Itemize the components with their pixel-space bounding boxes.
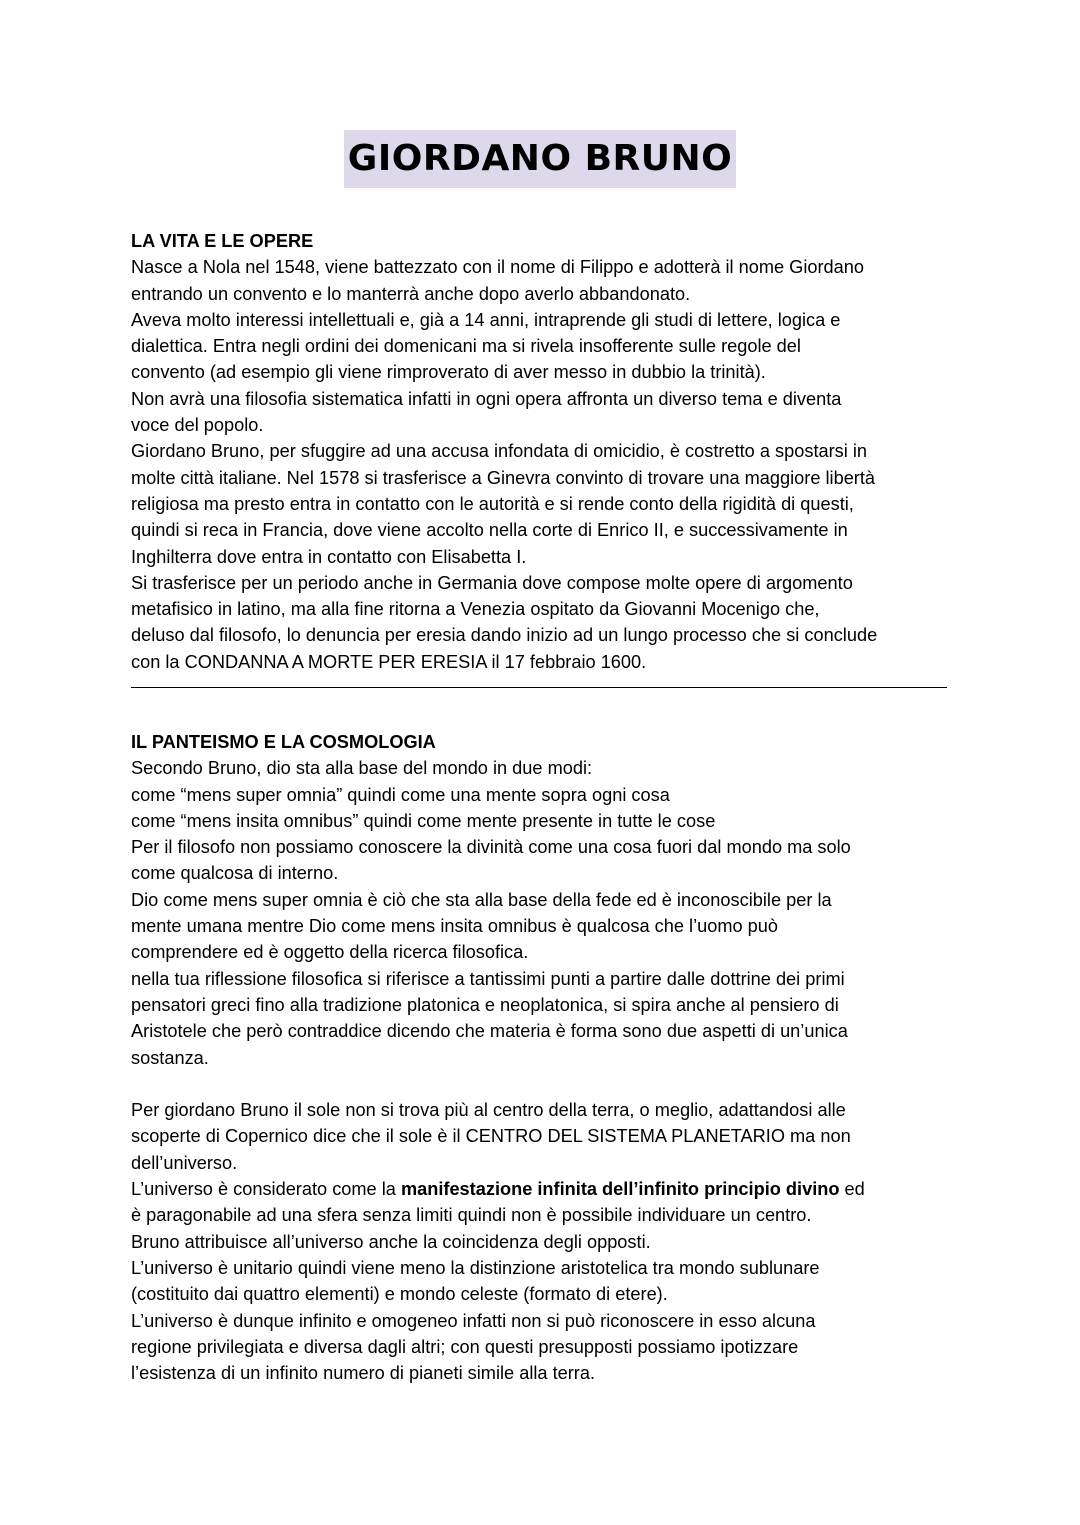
paragraph-line: regione privilegiata e diversa dagli altri; con questi presupposti possiamo ipotizzare	[131, 1336, 799, 1357]
paragraph-line: è paragonabile ad una sfera senza limiti quindi non è possibile individuare un centro.	[131, 1205, 812, 1226]
text-before-emphasis: L’universo è considerato come la	[131, 1179, 401, 1200]
paragraph-line: pensatori greci fino alla tradizione platonica e neoplatonica, si spira anche al pensiero di	[131, 994, 839, 1015]
section-heading: LA VITA E LE OPERE	[131, 231, 314, 251]
section-panteismo-cosmologia	[131, 729, 961, 1386]
paragraph-line: sostanza.	[131, 1047, 209, 1068]
paragraph-line: religiosa ma presto entra in contatto con le autorità e si rende conto della rigidità di questi,	[131, 493, 854, 514]
paragraph-line: voce del popolo.	[131, 415, 264, 436]
paragraph-line: Inghilterra dove entra in contatto con Elisabetta I.	[131, 546, 527, 567]
paragraph-line: mente umana mentre Dio come mens insita omnibus è qualcosa che l’uomo può	[131, 916, 779, 937]
paragraph-line: (costituito dai quattro elementi) e mondo celeste (formato di etere).	[131, 1284, 668, 1305]
paragraph-spacer	[131, 1071, 961, 1097]
text-after-emphasis: ed	[839, 1179, 865, 1200]
page-title: GIORDANO BRUNO	[344, 130, 736, 188]
paragraph-line: Secondo Bruno, dio sta alla base del mondo in due modi:	[131, 758, 593, 779]
paragraph-line: L’universo è dunque infinito e omogeneo infatti non si può riconoscere in esso alcuna	[131, 1310, 816, 1331]
paragraph-line: entrando un convento e lo manterrà anche dopo averlo abbandonato.	[131, 283, 691, 304]
paragraph-line: deluso dal filosofo, lo denuncia per eresia dando inizio ad un lungo processo che si conclude	[131, 625, 878, 646]
paragraph-line-with-emphasis	[131, 1176, 961, 1202]
paragraph-line: l’esistenza di un infinito numero di pianeti simile alla terra.	[131, 1363, 596, 1384]
paragraph-line: L’universo è unitario quindi viene meno la distinzione aristotelica tra mondo sublunare	[131, 1257, 820, 1278]
paragraph-line: Per giordano Bruno il sole non si trova più al centro della terra, o meglio, adattandosi alle	[131, 1100, 846, 1121]
paragraph-line: quindi si reca in Francia, dove viene accolto nella corte di Enrico II, e successivamente in	[131, 520, 848, 541]
paragraph-line: Nasce a Nola nel 1548, viene battezzato con il nome di Filippo e adotterà il nome Giordano	[131, 257, 864, 278]
paragraph-line: nella tua riflessione filosofica si riferisce a tantissimi punti a partire dalle dottrine dei primi	[131, 968, 845, 989]
paragraph-line: Dio come mens super omnia è ciò che sta alla base della fede ed è inconoscibile per la	[131, 889, 832, 910]
horizontal-divider	[131, 687, 947, 688]
paragraph-line: dialettica. Entra negli ordini dei domenicani ma si rivela insofferente sulle regole del	[131, 336, 801, 357]
paragraph-line: come “mens super omnia” quindi come una mente sopra ogni cosa	[131, 784, 670, 805]
section-vita-opere	[131, 228, 961, 688]
paragraph-line: Non avrà una filosofia sistematica infatti in ogni opera affronta un diverso tema e diventa	[131, 388, 842, 409]
paragraph-line: scoperte di Copernico dice che il sole è il CENTRO DEL SISTEMA PLANETARIO ma non	[131, 1126, 851, 1147]
paragraph-line: Per il filosofo non possiamo conoscere la divinità come una cosa fuori dal mondo ma solo	[131, 837, 851, 858]
paragraph-line: Aristotele che però contraddice dicendo che materia è forma sono due aspetti di un’unica	[131, 1021, 848, 1042]
paragraph-line: dell’universo.	[131, 1152, 238, 1173]
paragraph-line: Si trasferisce per un periodo anche in Germania dove compose molte opere di argomento	[131, 572, 853, 593]
paragraph-line: metafisico in latino, ma alla fine ritorna a Venezia ospitato da Giovanni Mocenigo che,	[131, 599, 820, 620]
title-container	[0, 130, 1080, 188]
paragraph-line: Bruno attribuisce all’universo anche la coincidenza degli opposti.	[131, 1231, 651, 1252]
emphasized-text: manifestazione infinita dell’infinito principio divino	[400, 1179, 840, 1200]
section-heading: IL PANTEISMO E LA COSMOLOGIA	[131, 732, 436, 752]
paragraph-line: molte città italiane. Nel 1578 si trasferisce a Ginevra convinto di trovare una maggiore libertà	[131, 467, 876, 488]
paragraph-line: con la CONDANNA A MORTE PER ERESIA il 17 febbraio 1600.	[131, 651, 647, 672]
paragraph-line: convento (ad esempio gli viene rimproverato di aver messo in dubbio la trinità).	[131, 362, 766, 383]
paragraph-line: come qualcosa di interno.	[131, 863, 339, 884]
paragraph-line: come “mens insita omnibus” quindi come mente presente in tutte le cose	[131, 810, 716, 831]
paragraph-line: Giordano Bruno, per sfuggire ad una accusa infondata di omicidio, è costretto a spostarsi in	[131, 441, 868, 462]
paragraph-line: Aveva molto interessi intellettuali e, già a 14 anni, intraprende gli studi di lettere, logica e	[131, 309, 841, 330]
paragraph-line: comprendere ed è oggetto della ricerca filosofica.	[131, 942, 529, 963]
